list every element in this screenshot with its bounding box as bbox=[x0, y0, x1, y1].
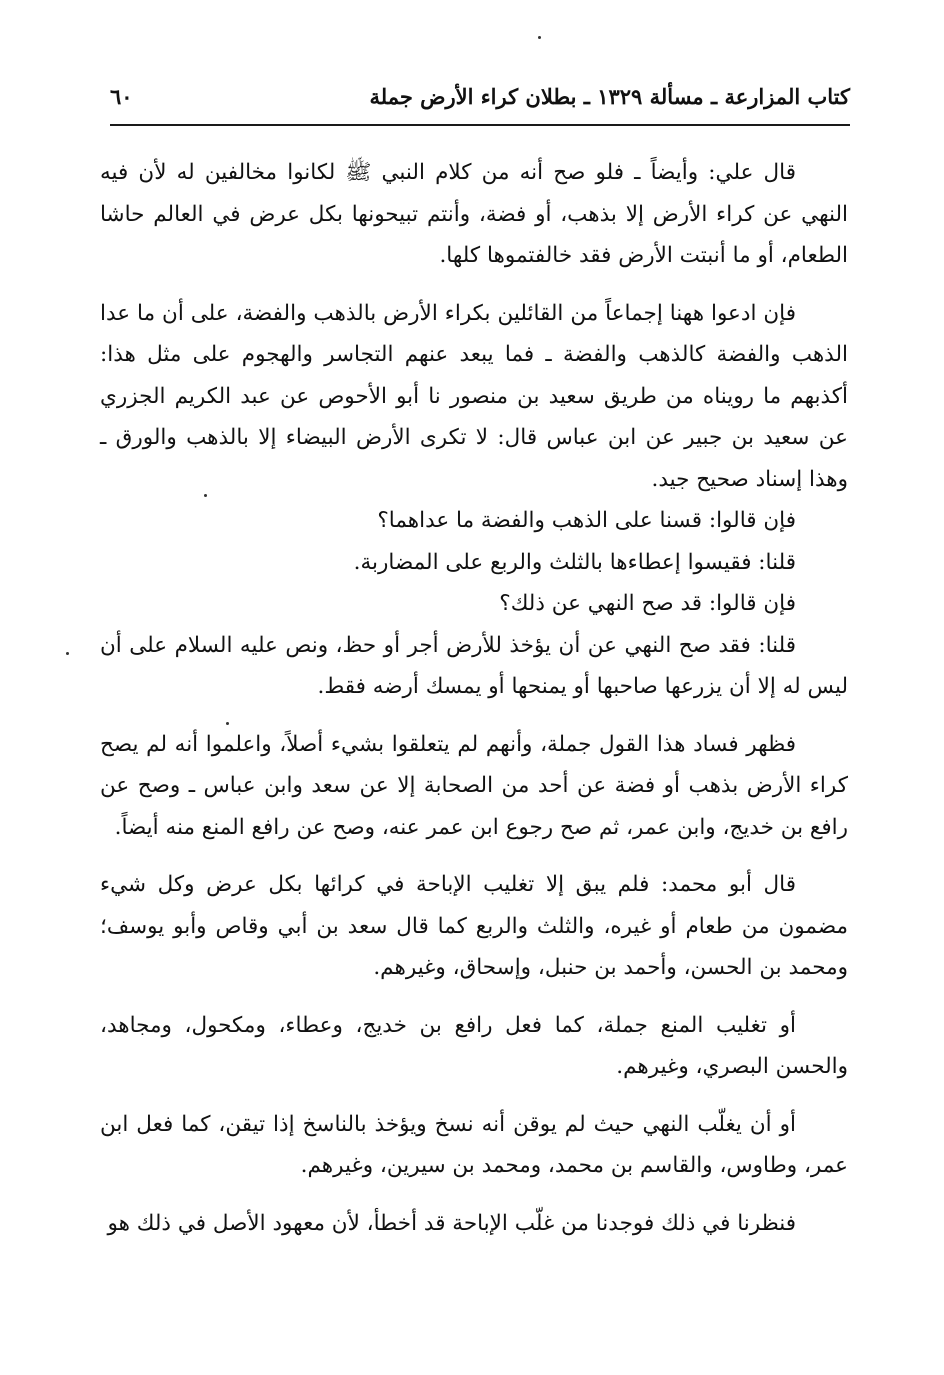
paragraph: فظهر فساد هذا القول جملة، وأنهم لم يتعلقوا بشيء أصلاً، واعلموا أنه لم يصح كراء الأرض بذهب أو فضة عن أحد من الصحابة إلا عن سعد وابن عباس ـ وصح عن رافع بن خديج، وابن عمر، ثم صح رجوع ابن عمر عنه، وصح عن رافع المنع منه أيضاً. bbox=[100, 731, 848, 840]
paragraph: قلنا: فقد صح النهي عن أن يؤخذ للأرض أجر أو حظ، ونص عليه السلام على أن ليس له إلا أن يزرعها صاحبها أو يمنحها أو يمسك أرضه فقط. bbox=[100, 632, 848, 699]
scan-speck bbox=[66, 652, 69, 655]
paragraph: فإن قالوا: قد صح النهي عن ذلك؟ bbox=[499, 591, 796, 616]
paragraph: قلنا: فقيسوا إعطاءها بالثلث والربع على المضاربة. bbox=[353, 549, 796, 575]
paragraph: أو أن يغلّب النهي حيث لم يوقن أنه نسخ ويؤخذ بالناسخ إذا تيقن، كما فعل ابن عمر، وطاوس، والقاسم بن محمد، ومحمد بن سيرين، وغيرهم. bbox=[100, 1111, 848, 1178]
scan-speck bbox=[538, 36, 541, 39]
scan-speck bbox=[226, 722, 229, 725]
scan-speck bbox=[204, 494, 207, 497]
paragraph: قال علي: وأيضاً ـ فلو صح أنه من كلام النبي ﷺ لكانوا مخالفين له لأن فيه النهي عن كراء الأرض إلا بذهب، أو فضة، وأنتم تبيحونها بكل عرض في العالم حاشا الطعام، أو ما أنبتت الأرض فقد خالفتموها كلها. bbox=[100, 160, 848, 268]
paragraph: فنظرنا في ذلك فوجدنا من غلّب الإباحة قد أخطأ، لأن معهود الأصل في ذلك هو bbox=[107, 1210, 796, 1236]
page-number: ٦٠ bbox=[110, 84, 133, 109]
paragraph: أو تغليب المنع جملة، كما فعل رافع بن خديج، وعطاء، ومكحول، ومجاهد، والحسن البصري، وغيرهم. bbox=[100, 1012, 848, 1079]
paragraph: فإن قالوا: قسنا على الذهب والفضة ما عداهما؟ bbox=[377, 508, 796, 533]
paragraph: قال أبو محمد: فلم يبق إلا تغليب الإباحة في كرائها بكل عرض وكل شيء مضمون من طعام أو غيره، والثلث والربع كما قال سعد بن أبي وقاص وأبو يوسف؛ ومحمد بن الحسن، وأحمد بن حنبل، وإسحاق، وغيرهم. bbox=[100, 872, 848, 980]
paragraph: فإن ادعوا ههنا إجماعاً من القائلين بكراء الأرض بالذهب والفضة، على أن ما عدا الذهب والفضة كالذهب والفضة ـ فما يبعد عنهم التجاسر والهجوم على مثل هذا: أكذبهم ما رويناه من طريق سعيد بن منصور نا أبو الأحوص عن عبد الكريم الجزري عن سعيد بن جبير عن ابن عباس قال: لا تكرى الأرض البيضاء إلا بالذهب والورق ـ وهذا إسناد صحيح جيد. bbox=[100, 300, 848, 492]
header-title: كتاب المزارعة ـ مسألة ١٣٢٩ ـ بطلان كراء الأرض جملة bbox=[369, 84, 850, 109]
running-header bbox=[110, 84, 850, 126]
page-body bbox=[100, 152, 848, 1244]
